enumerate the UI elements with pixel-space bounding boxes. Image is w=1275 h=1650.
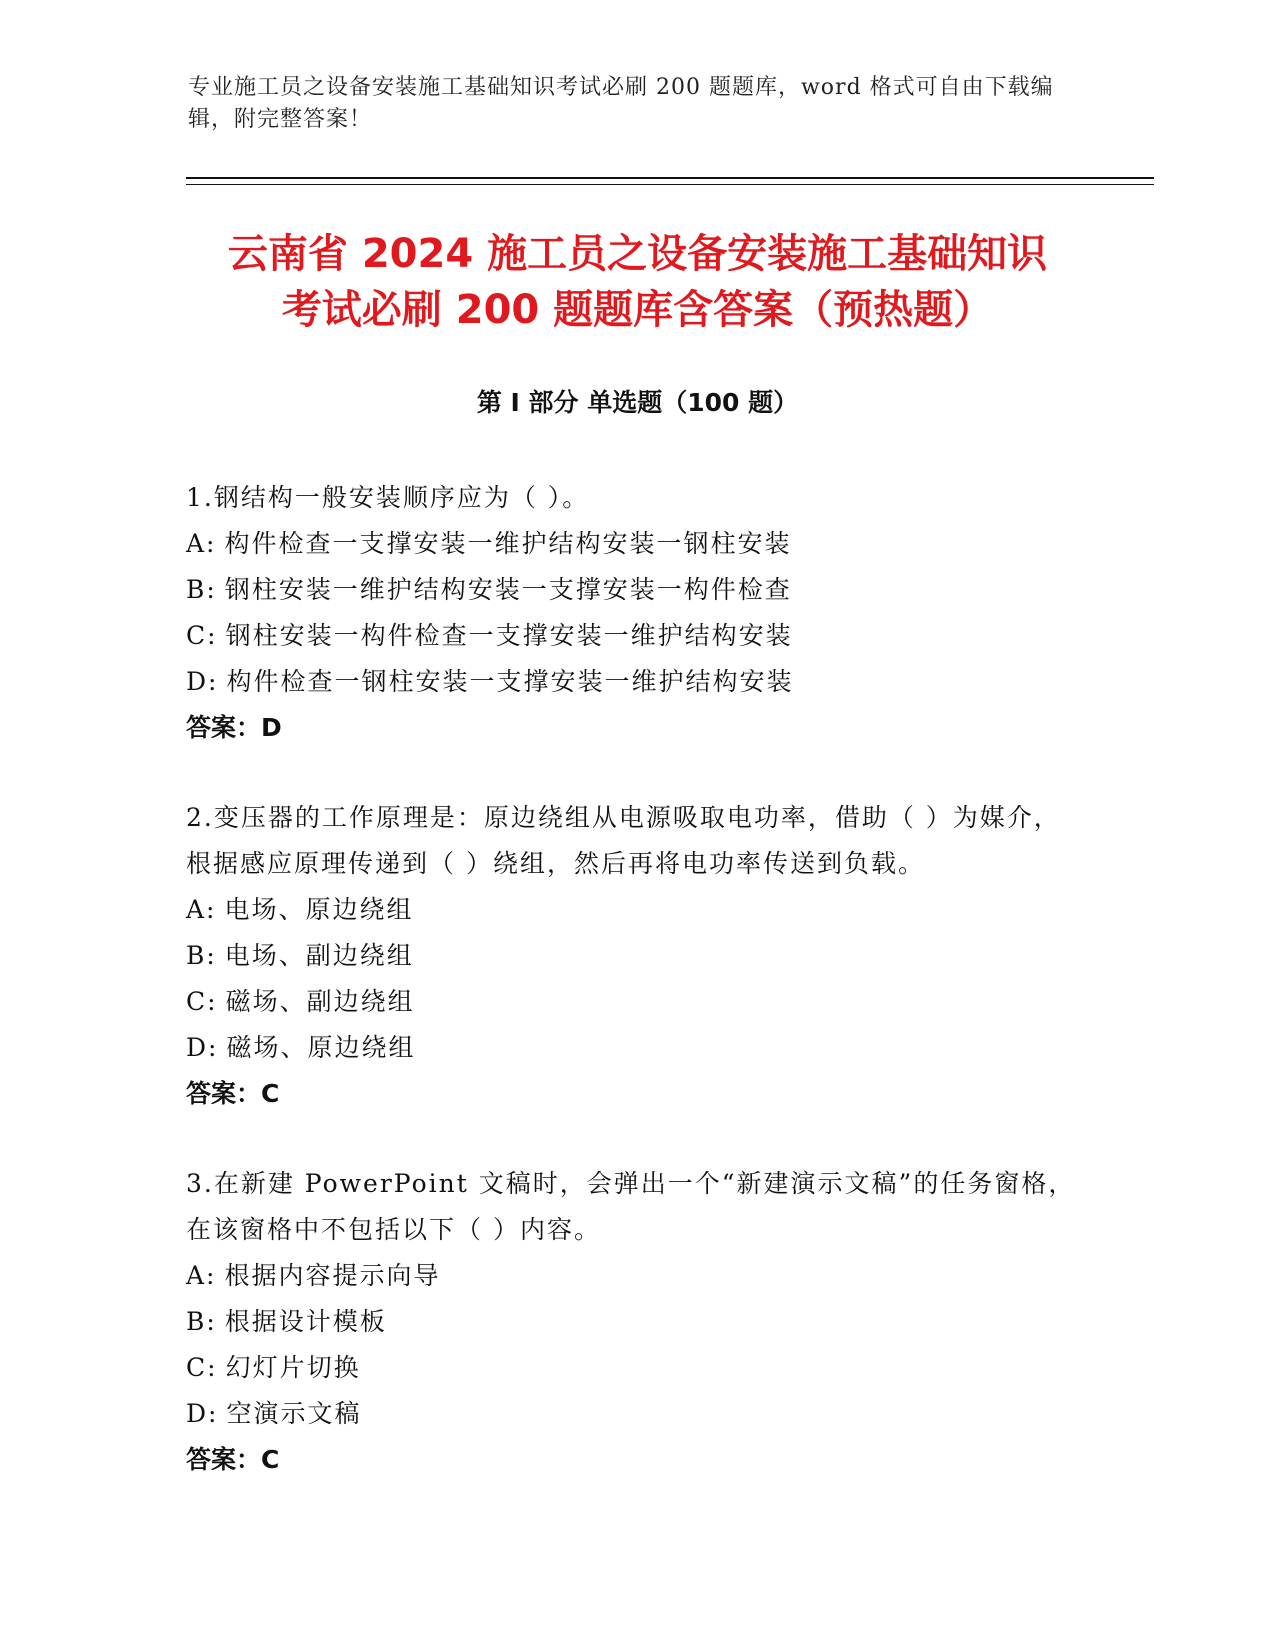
question-3 xyxy=(186,1161,1086,1483)
option-b xyxy=(186,1299,1086,1345)
option-text: 根据内容提示向导 xyxy=(224,1261,441,1290)
question-stem: 3.在新建 PowerPoint 文稿时，会弹出一个“新建演示文稿”的任务窗格，在该窗格中不包括以下（ ）内容。 xyxy=(186,1169,1076,1244)
option-d xyxy=(186,659,1086,705)
answer-line: 答案：C xyxy=(186,1079,280,1108)
answer-line: 答案：C xyxy=(186,1445,280,1474)
header-divider-thin xyxy=(186,184,1154,185)
option-text: 钢柱安装一维护结构安装一支撑安装一构件检查 xyxy=(224,575,792,604)
option-text: 磁场、原边绕组 xyxy=(226,1033,416,1062)
document-title xyxy=(140,226,1135,338)
option-d xyxy=(186,1025,1086,1071)
option-label: A: xyxy=(186,895,217,924)
option-text: 钢柱安装一构件检查一支撑安装一维护结构安装 xyxy=(225,621,793,650)
question-list xyxy=(186,475,1086,1483)
option-a xyxy=(186,887,1086,933)
option-text: 空演示文稿 xyxy=(226,1399,362,1428)
question-1 xyxy=(186,475,1086,751)
option-label: D: xyxy=(186,667,219,696)
question-2 xyxy=(186,795,1086,1117)
document-title-line-2: 考试必刷 200 题题库含答案（预热题） xyxy=(281,287,994,333)
option-c xyxy=(186,1345,1086,1391)
document-title-line-1: 云南省 2024 施工员之设备安装施工基础知识 xyxy=(227,231,1048,277)
option-b xyxy=(186,567,1086,613)
option-b xyxy=(186,933,1086,979)
option-text: 根据设计模板 xyxy=(224,1307,387,1336)
option-label: B: xyxy=(186,941,217,970)
option-c xyxy=(186,979,1086,1025)
question-stem: 1.钢结构一般安装顺序应为（ ）。 xyxy=(186,483,590,512)
section-title: 第 I 部分 单选题（100 题） xyxy=(476,388,799,417)
option-d xyxy=(186,1391,1086,1437)
option-a xyxy=(186,521,1086,567)
option-text: 电场、原边绕组 xyxy=(224,895,414,924)
answer-line: 答案：D xyxy=(186,713,282,742)
option-label: C: xyxy=(186,987,218,1016)
option-a xyxy=(186,1253,1086,1299)
header-note: 专业施工员之设备安装施工基础知识考试必刷 200 题题库，word 格式可自由下载编辑，附完整答案！ xyxy=(188,75,1054,132)
option-text: 电场、副边绕组 xyxy=(224,941,414,970)
option-label: C: xyxy=(186,621,218,650)
option-label: A: xyxy=(186,529,217,558)
header-divider-thick xyxy=(186,177,1154,179)
question-stem: 2.变压器的工作原理是：原边绕组从电源吸取电功率，借助（ ）为媒介，根据感应原理传递到（ ）绕组，然后再将电功率传送到负载。 xyxy=(186,803,1061,878)
option-label: B: xyxy=(186,1307,217,1336)
option-label: D: xyxy=(186,1399,219,1428)
option-text: 磁场、副边绕组 xyxy=(225,987,415,1016)
option-label: B: xyxy=(186,575,217,604)
option-label: D: xyxy=(186,1033,219,1062)
option-text: 幻灯片切换 xyxy=(225,1353,361,1382)
option-label: C: xyxy=(186,1353,218,1382)
option-c xyxy=(186,613,1086,659)
option-text: 构件检查一支撑安装一维护结构安装一钢柱安装 xyxy=(224,529,792,558)
option-label: A: xyxy=(186,1261,217,1290)
option-text: 构件检查一钢柱安装一支撑安装一维护结构安装 xyxy=(226,667,794,696)
